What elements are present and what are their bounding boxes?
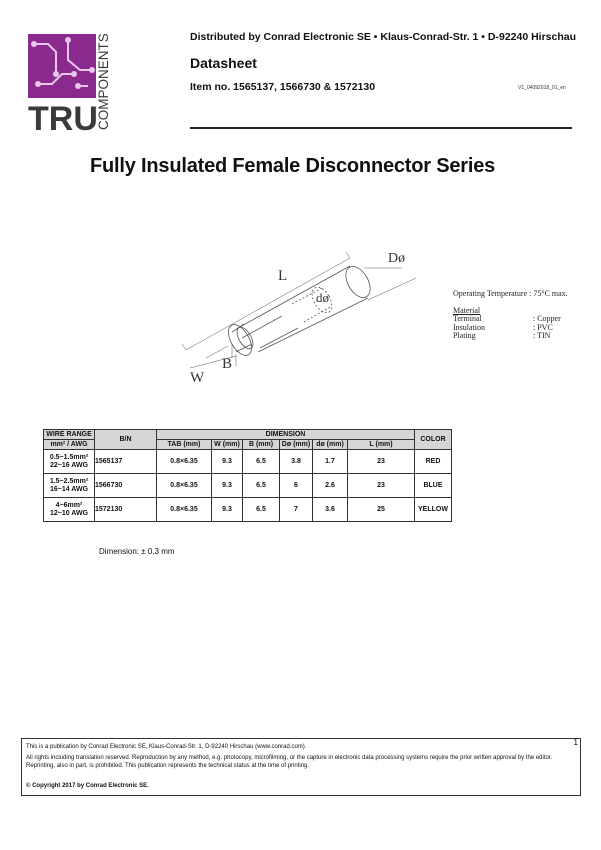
page-number: 1 [573,738,578,747]
w-cell: 9.3 [212,498,243,522]
label-Dphi: Dø [388,251,406,266]
distributor-line: Distributed by Conrad Electronic SE • Klaus-Conrad-Str. 1 • D-92240 Hirschau [190,31,577,43]
Dphi-cell: 6 [280,474,313,498]
table-row [44,450,452,474]
bn-cell: 1566730 [95,474,157,498]
wire-range-cell: 1.5~2.5mm² 16~14 AWG [44,474,95,498]
wire-range-cell: 4~6mm² 12~10 AWG [44,498,95,522]
spec-key: Terminal [453,314,482,323]
footer-box [21,738,581,796]
dphi-cell: 3.6 [313,498,348,522]
material-heading: Material [453,305,481,315]
bn-cell: 1565137 [95,450,157,474]
table-row [44,498,452,522]
dphi-cell: 1.7 [313,450,348,474]
l-cell: 25 [348,498,415,522]
color-cell: BLUE [415,474,452,498]
spec-value: : TIN [533,331,551,340]
b-cell: 6.5 [243,450,280,474]
th-dimension: DIMENSION [157,430,415,440]
dimension-table [43,429,452,522]
label-B: B [222,356,233,372]
tab-cell: 0.8×6.35 [157,474,212,498]
b-cell: 6.5 [243,498,280,522]
th-bn: B/N [95,430,157,450]
label-W: W [190,370,205,386]
spec-key: Insulation [453,322,485,332]
logo-tru-text: TRU [28,100,98,132]
th-tab: TAB (mm) [157,440,212,450]
item-numbers: Item no. 1565137, 1566730 & 1572130 [190,81,376,93]
page-title: Fully Insulated Female Disconnector Series [90,155,496,177]
version-code: V1_04092018_01_en [518,85,566,91]
l-cell: 23 [348,450,415,474]
operating-temperature: Operating Temperature : 75°C max. [453,289,568,298]
color-cell: YELLOW [415,498,452,522]
th-Dphi: Dø (mm) [280,440,313,450]
Dphi-cell: 7 [280,498,313,522]
th-dphi: dø (mm) [313,440,348,450]
bn-cell: 1572130 [95,498,157,522]
th-color: COLOR [415,430,452,450]
th-b: B (mm) [243,440,280,450]
th-l: L (mm) [348,440,415,450]
tab-cell: 0.8×6.35 [157,498,212,522]
connector-drawing [172,240,432,390]
label-dphi: dø [316,290,329,305]
spec-value: : Copper [533,314,561,323]
tab-cell: 0.8×6.35 [157,450,212,474]
copyright: © Copyright 2017 by Conrad Electronic SE. [26,783,149,789]
th-w: W (mm) [212,440,243,450]
material-specs [453,290,568,341]
doc-type: Datasheet [190,55,257,71]
publication-notice: This is a publication by Conrad Electronic SE, Klaus-Conrad-Str. 1, D-92240 Hirschau (www.conrad.com). [26,744,307,750]
table-row [44,474,452,498]
th-wire-range: WIRE RANGE [44,430,95,440]
dphi-cell: 2.6 [313,474,348,498]
header-rule [190,127,572,129]
w-cell: 9.3 [212,450,243,474]
th-wire-unit: mm² / AWG [44,440,95,450]
tru-components-logo [28,34,132,132]
spec-row [453,332,568,341]
logo-components-text: COMPONENTS [96,34,111,130]
color-cell: RED [415,450,452,474]
spec-value: : PVC [533,322,553,332]
l-cell: 23 [348,474,415,498]
Dphi-cell: 3.8 [280,450,313,474]
label-L: L [278,268,288,284]
w-cell: 9.3 [212,474,243,498]
dimension-tolerance: Dimension: ± 0.3 mm [99,547,175,556]
b-cell: 6.5 [243,474,280,498]
rights-notice: All rights including translation reserved. Reproduction by any method, e.g. photocopy, microfilming, or the capture in electronic data processing systems require the prior written approval by the editor. Reprinting, also in part, is prohibited. This publication represents the technical status at the time of printing. [26,755,553,769]
wire-range-cell: 0.5~1.5mm² 22~16 AWG [44,450,95,474]
spec-key: Plating [453,331,476,340]
